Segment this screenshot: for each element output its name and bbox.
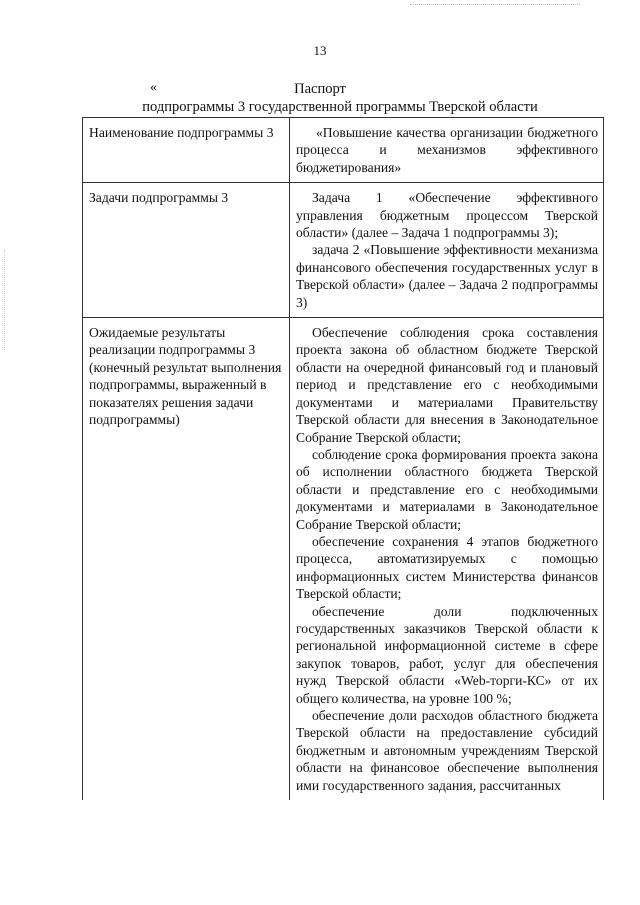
- row-content-cell: [290, 183, 604, 318]
- table-row-tasks: [83, 183, 604, 318]
- table-row-name: [83, 118, 604, 183]
- page-number: 13: [313, 43, 327, 58]
- title-passport: Паспорт: [294, 81, 346, 97]
- document-title: [0, 80, 640, 116]
- row-label: Наименование подпрограммы 3: [89, 125, 274, 140]
- row-paragraph: Обеспечение соблюдения срока составления проекта закона об областном бюджете Тверской области на очередной финансовый год и плановый период и представление его с необходимыми документами и материалами Правительству Тверской области для внесения в Законодательное Собрание Тверской области;: [296, 325, 598, 445]
- row-label-cell: [83, 118, 290, 183]
- scan-artifact: [410, 4, 580, 6]
- title-subtitle: подпрограммы 3 государственной программы Тверской области: [142, 99, 538, 115]
- row-label: Задачи подпрограммы 3: [89, 190, 229, 206]
- row-paragraph: Задача 1 «Обеспечение эффективного управления бюджетным процессом Тверской области» (далее – Задача 1 подпрограммы 3);: [296, 190, 598, 241]
- row-label-cell: [83, 183, 290, 318]
- row-paragraph: обеспечение доли расходов областного бюджета Тверской области на предоставление субсидий бюджетным и автономным учреждениям Тверской области на финансовое обеспечение выполнения ими государственного задания, рассчитанных: [296, 708, 598, 793]
- row-label-cell: [83, 318, 290, 800]
- row-paragraph: задача 2 «Повышение эффективности механизма финансового обеспечения государственных услуг в Тверской области» (далее – Задача 2 подпрограммы 3): [296, 242, 598, 310]
- row-content-cell: [290, 318, 604, 800]
- row-paragraph: обеспечение доли подключенных государственных заказчиков Тверской области к региональной информационной системе в сфере закупок товаров, работ, услуг для обеспечения нужд Тверской области «Web-торги-КС» от их общего количества, на уровне 100 %;: [296, 603, 598, 706]
- passport-table: [82, 117, 604, 800]
- opening-quote-mark: «: [150, 80, 157, 95]
- scan-margin-artifact: [4, 250, 6, 350]
- row-paragraph: обеспечение сохранения 4 этапов бюджетного процесса, автоматизируемых с помощью информационных систем Министерства финансов Тверской области;: [296, 533, 598, 602]
- row-paragraph: «Повышение качества организации бюджетного процесса и механизмов эффективного бюджетирования»: [296, 125, 598, 175]
- table-row-results: [83, 318, 604, 800]
- row-label: Ожидаемые результаты реализации подпрограммы 3 (конечный результат выполнения подпрограммы, выраженный в показателях решения задачи подпрограммы): [89, 325, 282, 428]
- row-paragraph: соблюдение срока формирования проекта закона об исполнении областного бюджета Тверской области и представление его с необходимыми документами и материалами в Законодательное Собрание Тверской области;: [296, 446, 598, 532]
- row-content-cell: [290, 118, 604, 183]
